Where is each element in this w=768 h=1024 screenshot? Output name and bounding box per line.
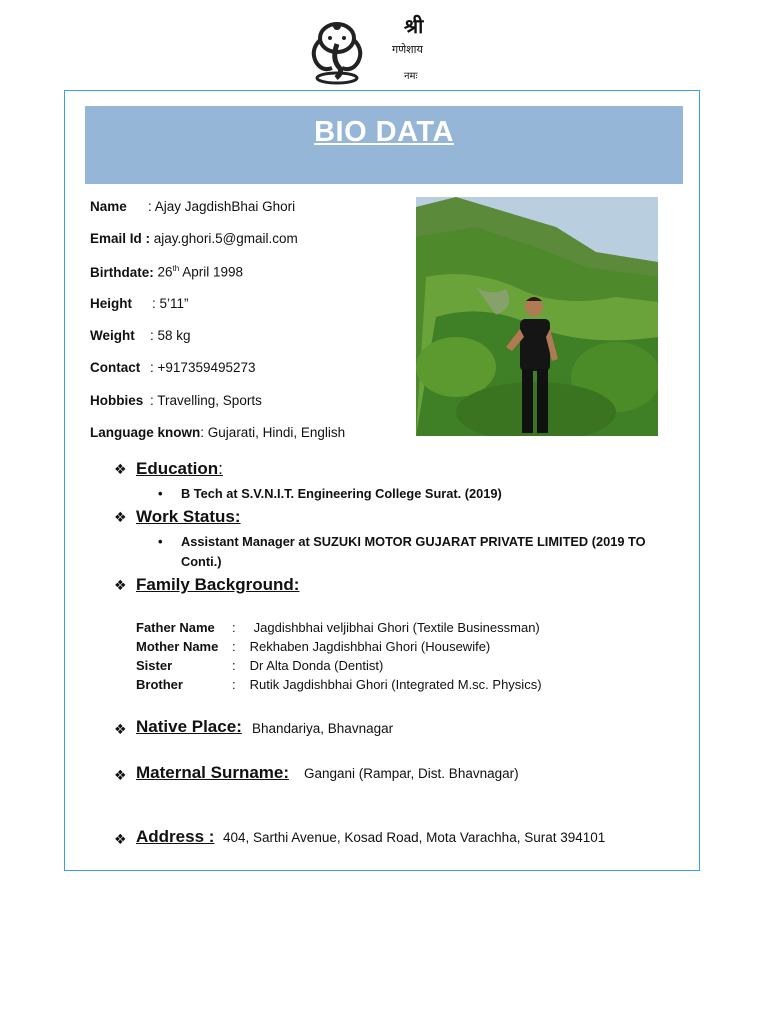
height-row	[90, 296, 189, 311]
height-value: 5’11”	[159, 296, 189, 311]
diamond-bullet-icon: ❖	[114, 509, 127, 525]
language-value: Gujarati, Hindi, English	[207, 425, 346, 440]
language-label: Language known	[90, 425, 201, 440]
height-label: Height	[90, 296, 132, 311]
contact-row	[90, 360, 256, 375]
family-row-brother: Brother : Rutik Jagdishbhai Ghori (Integrated M.sc. Physics)	[136, 677, 542, 692]
hobbies-row	[90, 393, 262, 408]
maternal-title: Maternal Surname:	[136, 763, 290, 782]
contact-value: +917359495273	[157, 360, 256, 375]
birthdate-day: 26	[157, 264, 173, 280]
family-row-sister: Sister : Dr Alta Donda (Dentist)	[136, 658, 384, 673]
work-title: Work Status:	[136, 507, 241, 526]
profile-photo	[416, 197, 658, 436]
education-item: B Tech at S.V.N.I.T. Engineering College Surat. (2019)	[181, 486, 502, 501]
birthdate-row	[90, 264, 243, 280]
email-row	[90, 231, 298, 246]
contact-sep: :	[150, 360, 154, 375]
brother-label: Brother	[136, 677, 183, 692]
logo-text-mid: गणेशाय	[392, 43, 423, 56]
page-title: BIO DATA	[314, 116, 454, 148]
name-row	[90, 199, 295, 214]
family-title: Family Background:	[136, 575, 300, 594]
mother-label: Mother Name	[136, 639, 219, 654]
contact-label: Contact	[90, 360, 141, 375]
weight-sep: :	[150, 328, 154, 343]
name-value: Ajay JagdishBhai Ghori	[154, 199, 296, 214]
father-label: Father Name	[136, 620, 215, 635]
mother-value: Rekhaben Jagdishbhai Ghori (Housewife)	[249, 639, 491, 654]
sister-value: Dr Alta Donda (Dentist)	[249, 658, 384, 673]
birthdate-label: Birthdate:	[90, 264, 154, 280]
language-row	[90, 425, 345, 440]
diamond-bullet-icon: ❖	[114, 721, 127, 737]
brother-value: Rutik Jagdishbhai Ghori (Integrated M.sc. Physics)	[249, 677, 542, 692]
birthdate-suffix: th	[172, 264, 180, 273]
work-item: Assistant Manager at SUZUKI MOTOR GUJARAT PRIVATE LIMITED (2019 TO Conti.)	[181, 534, 646, 569]
native-title: Native Place:	[136, 717, 242, 736]
sister-label: Sister	[136, 658, 173, 673]
diamond-bullet-icon: ❖	[114, 767, 127, 783]
language-sep: :	[200, 425, 205, 440]
address-value: 404, Sarthi Avenue, Kosad Road, Mota Varachha, Surat 394101	[223, 830, 606, 845]
father-value: Jagdishbhai veljibhai Ghori (Textile Businessman)	[253, 620, 540, 635]
hobbies-value: Travelling, Sports	[157, 393, 262, 408]
birthdate-month-year: April 1998	[179, 264, 244, 280]
education-title: Education:	[136, 459, 223, 478]
weight-row	[90, 328, 191, 343]
family-row-mother: Mother Name : Rekhaben Jagdishbhai Ghori (Housewife)	[136, 639, 491, 654]
weight-label: Weight	[90, 328, 135, 343]
hobbies-sep: :	[150, 393, 154, 408]
weight-value: 58 kg	[157, 328, 191, 343]
native-value: Bhandariya, Bhavnagar	[252, 721, 394, 736]
family-row-father: Father Name : Jagdishbhai veljibhai Ghori (Textile Businessman)	[136, 620, 540, 635]
email-value: ajay.ghori.5@gmail.com	[153, 231, 298, 246]
address-title: Address :	[136, 827, 215, 846]
title-banner	[85, 106, 683, 184]
logo-text-bottom: नमः	[404, 71, 418, 82]
diamond-bullet-icon: ❖	[114, 577, 127, 593]
hobbies-label: Hobbies	[90, 393, 144, 408]
email-label: Email Id :	[90, 231, 151, 246]
name-sep: :	[148, 199, 152, 214]
logo-text-top: श्री	[404, 14, 424, 38]
maternal-value: Gangani (Rampar, Dist. Bhavnagar)	[304, 766, 519, 781]
header-logo	[306, 12, 442, 88]
name-label: Name	[90, 199, 127, 214]
height-sep: :	[152, 296, 156, 311]
bullet-icon: •	[158, 534, 163, 549]
bullet-icon: •	[158, 486, 163, 501]
diamond-bullet-icon: ❖	[114, 831, 127, 847]
diamond-bullet-icon: ❖	[114, 461, 127, 477]
ganesha-icon	[306, 16, 368, 86]
